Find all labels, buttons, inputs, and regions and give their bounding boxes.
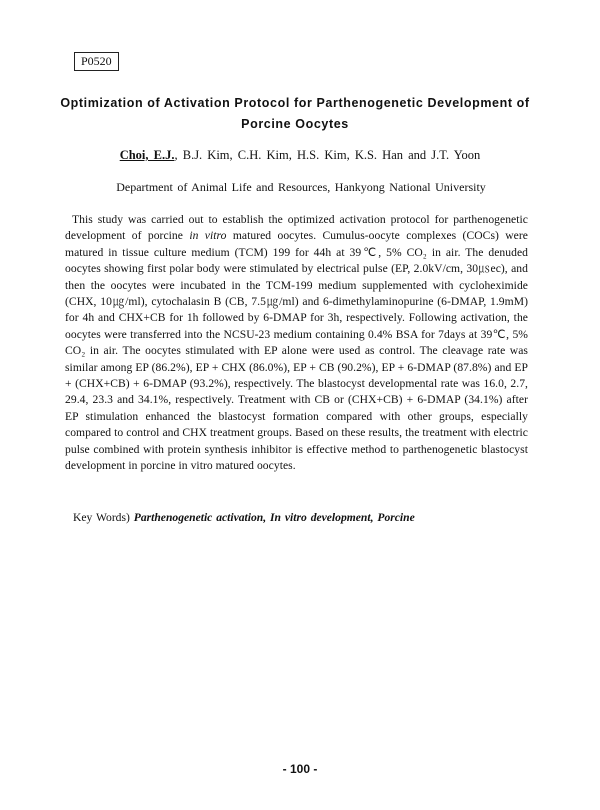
abstract-italic-term: in vitro bbox=[189, 229, 227, 243]
keywords bbox=[73, 510, 533, 525]
abstract-code: P0520 bbox=[74, 52, 119, 71]
paper-title: Optimization of Activation Protocol for Parthenogenetic Development of Porcine Oocytes bbox=[60, 96, 530, 131]
author-list bbox=[40, 148, 560, 163]
affiliation: Department of Animal Life and Resources, Hankyong National University bbox=[116, 180, 486, 194]
page-number: - 100 - bbox=[282, 762, 318, 776]
abstract-text-1: This study was carried out to establish the optimized activation protocol for parthenogenetic development of porcine bbox=[65, 213, 528, 243]
co-authors: , B.J. Kim, C.H. Kim, H.S. Kim, K.S. Han and J.T. Yoon bbox=[174, 148, 481, 162]
abstract-text-2: matured oocytes. Cumulus-oocyte complexes (COCs) were matured in tissue culture medium (TCM) 199 for 44h at 39℃, 5% CO₂ in air. The denuded oocytes showing first polar body were stimulated by electrical pulse (EP, 2.0kV/cm, 30㎲ec), and then the oocytes were incubated in the TCM-199 medium supplemented with cycloheximide (CHX, 10㎍/ml), cytochalasin B (CB, 7.5㎍/ml) and 6-dimethylaminopurine (6-DMAP, 1.9mM) for 4h and CHX+CB for 1h followed by 6-DMAP for 3h, respectively. Following activation, the oocytes were transferred into the NCSU-23 medium containing 0.4% BSA for 7days at 39℃, 5% CO₂ in air. The oocytes stimulated with EP alone were used as control. The cleavage rate was similar among EP (86.2%), EP + CHX (86.0%), EP + CB (90.2%), EP + 6-DMAP (87.8%) and EP + (CHX+CB) + 6-DMAP (93.2%), respectively. The blastocyst developmental rate was 16.0, 2.7, 29.4, 23.3 and 34.1%, respectively. Treatment with CB or (CHX+CB) + 6-DMAP (34.1%) after EP stimulation enhanced the blastocyst formation compared with other groups, especially compared to control and CHX treatment groups. Based on these results, the treatment with electric pulse combined with protein synthesis inhibitor is effective method to parthenogenetic blastocyst development in porcine in vitro matured oocytes. bbox=[65, 229, 528, 473]
abstract-body bbox=[65, 212, 528, 475]
lead-author: Choi, E.J. bbox=[119, 148, 175, 162]
keywords-terms: Parthenogenetic activation, In vitro development, Porcine bbox=[133, 511, 415, 524]
keywords-label: Key Words) bbox=[73, 511, 134, 524]
